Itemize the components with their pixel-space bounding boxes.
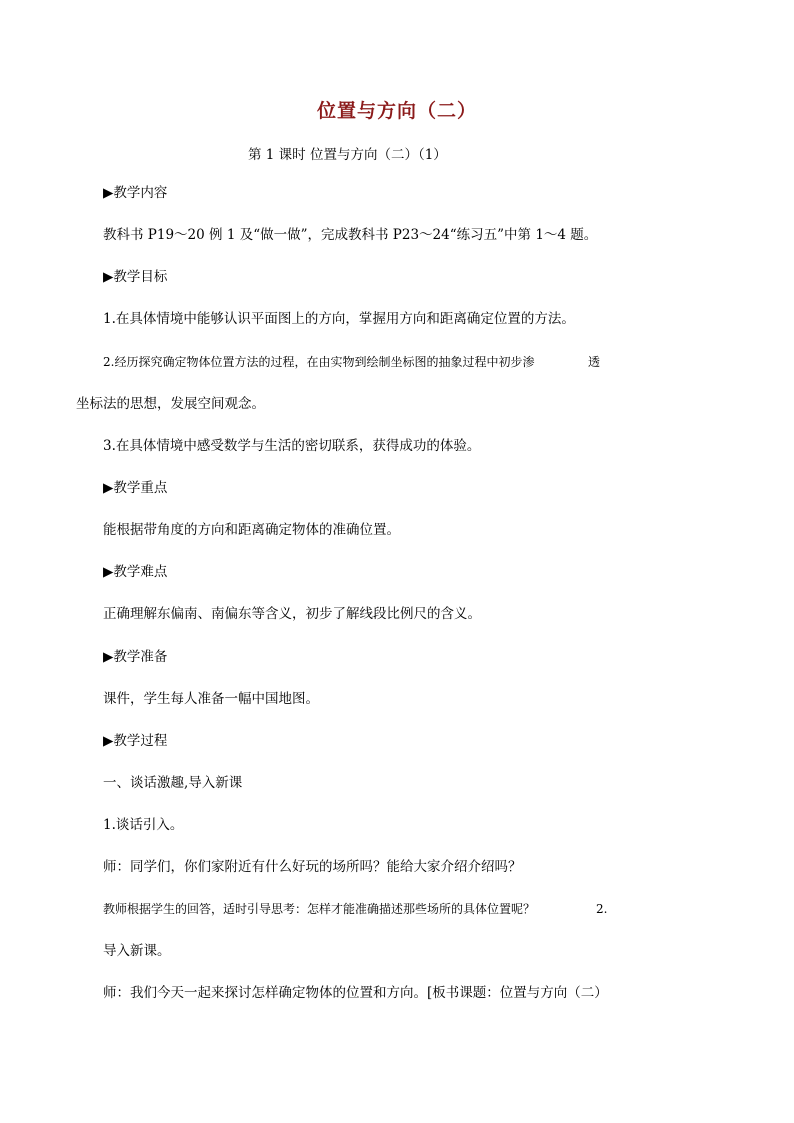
goal-2-text-c: 坐标法的思想，发展空间观念。 bbox=[76, 396, 265, 412]
section-heading-goals: ▶教学目标 bbox=[103, 269, 168, 285]
difficulty-text: 正确理解东偏南、南偏东等含义，初步了解线段比例尺的含义。 bbox=[103, 606, 481, 622]
process-step-1: 一、谈话激趣,导入新课 bbox=[103, 775, 243, 791]
key-text: 能根据带角度的方向和距离确定物体的准确位置。 bbox=[103, 522, 400, 538]
process-step-1-1: 1.谈话引入。 bbox=[103, 817, 184, 833]
section-heading-content: ▶教学内容 bbox=[103, 185, 168, 201]
section-heading-prep: ▶教学准备 bbox=[103, 649, 168, 665]
teacher-note-1: 教师根据学生的回答，适时引导思考：怎样才能准确描述那些场所的具体位置呢？ bbox=[103, 902, 536, 916]
section-heading-key: ▶教学重点 bbox=[103, 480, 168, 496]
teacher-line-1: 师：同学们，你们家附近有什么好玩的场所吗？能给大家介绍介绍吗？ bbox=[103, 859, 522, 875]
teacher-line-2: 师：我们今天一起来探讨怎样确定物体的位置和方向。[板书课题：位置与方向（二） bbox=[103, 985, 608, 1001]
goal-1-text: 1.在具体情境中能够认识平面图上的方向，掌握用方向和距离确定位置的方法。 bbox=[103, 311, 575, 327]
goal-3-text: 3.在具体情境中感受数学与生活的密切联系，获得成功的体验。 bbox=[103, 438, 481, 454]
content-text: 教科书 P19～20 例 1 及“做一做”，完成教科书 P23～24“练习五”中第 1～4 题。 bbox=[103, 227, 598, 243]
section-heading-process: ▶教学过程 bbox=[103, 733, 168, 749]
document-title: 位置与方向（二） bbox=[316, 100, 477, 122]
goal-2-text-b: 透 bbox=[588, 355, 601, 369]
section-heading-difficulty: ▶教学难点 bbox=[103, 564, 168, 580]
process-step-1-2: 导入新课。 bbox=[103, 943, 171, 959]
prep-text: 课件，学生每人准备一幅中国地图。 bbox=[103, 691, 319, 707]
teacher-note-1-number: 2. bbox=[596, 902, 608, 916]
document-subtitle: 第 1 课时 位置与方向（二）（1） bbox=[248, 147, 447, 163]
goal-2-text-a: 2.经历探究确定物体位置方法的过程，在由实物到绘制坐标图的抽象过程中初步渗 bbox=[103, 355, 535, 369]
